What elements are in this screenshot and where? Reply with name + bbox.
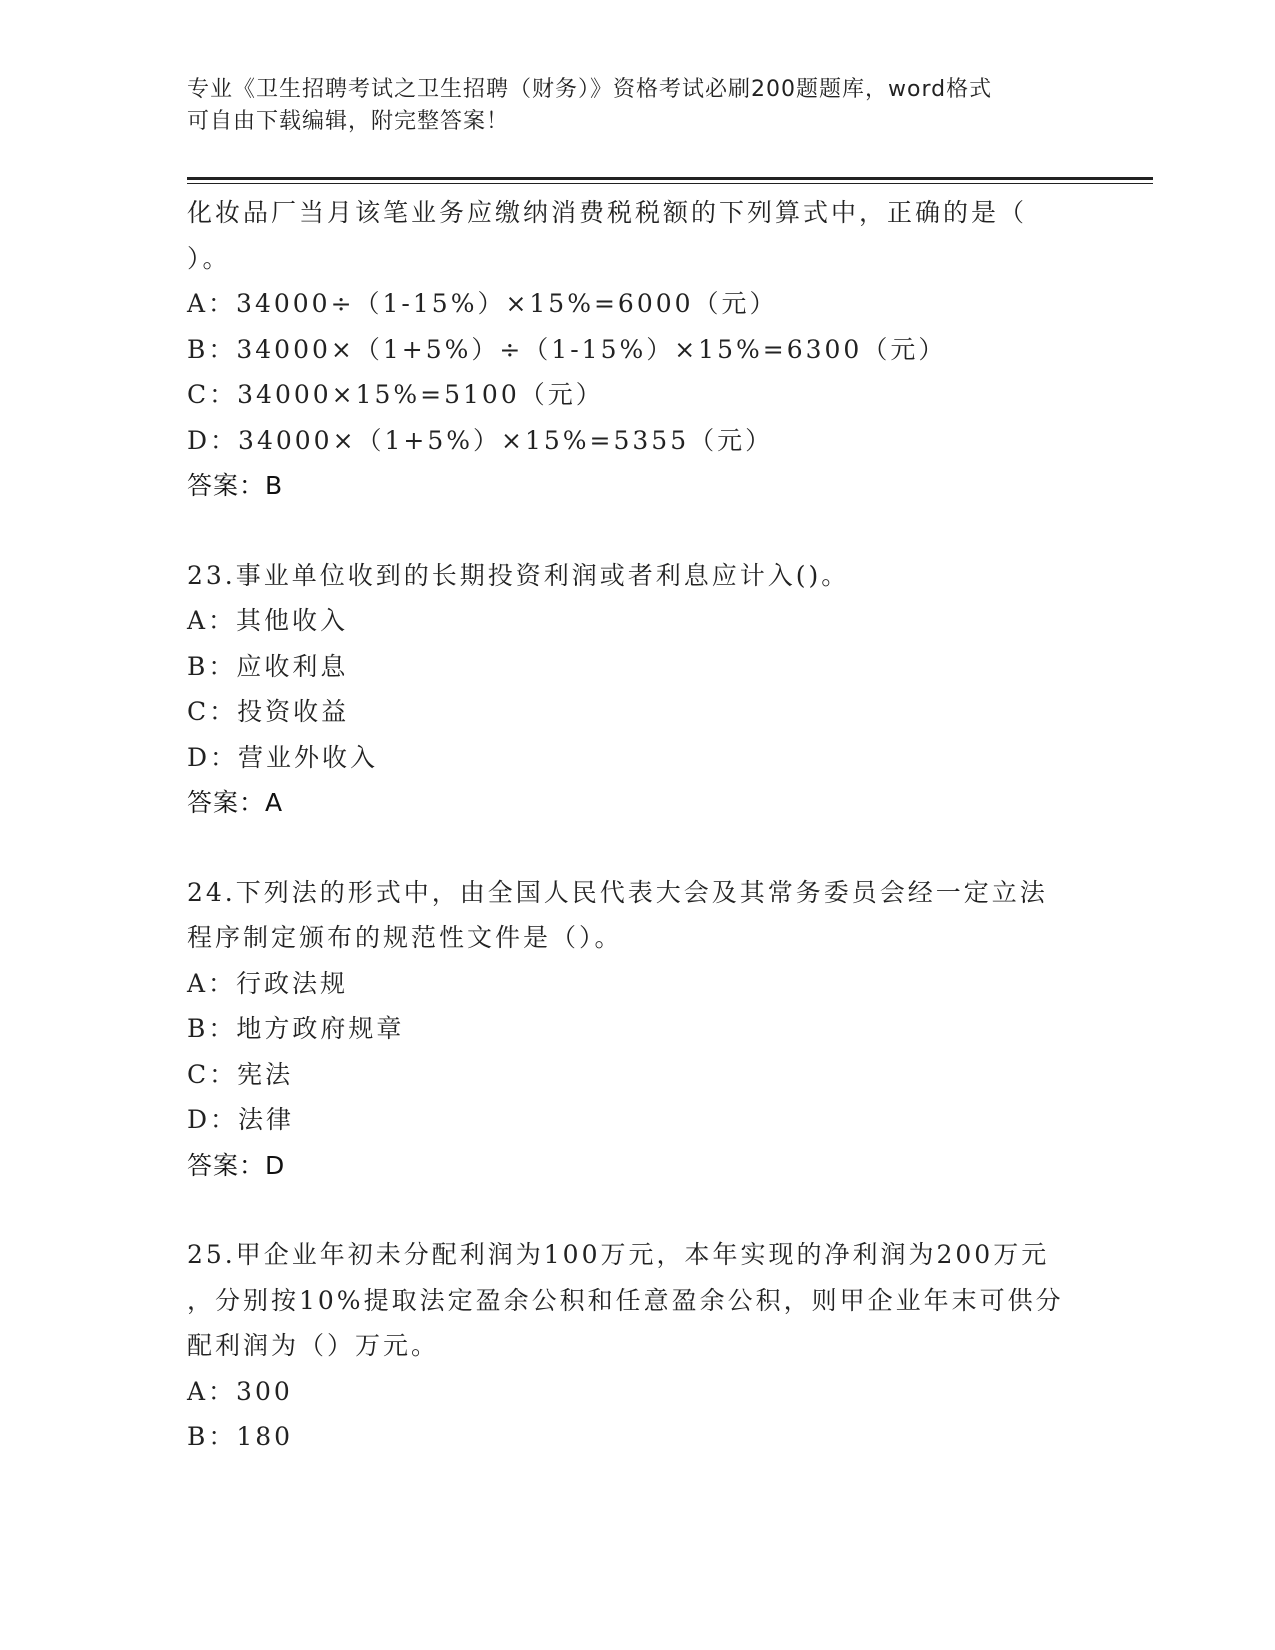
question-stem: 程序制定颁布的规范性文件是（）。	[187, 923, 623, 952]
document-header	[187, 74, 1067, 138]
option-b: B：34000×（1+5%）÷（1-15%）×15%=6300（元）	[187, 334, 947, 364]
option-b: B：地方政府规章	[187, 1014, 405, 1043]
spacer	[187, 509, 1087, 553]
header-divider-thick	[187, 177, 1153, 180]
option-d: D：法律	[187, 1105, 295, 1134]
answer-label: 答案：A	[187, 788, 284, 817]
question-stem: 化妆品厂当月该笔业务应缴纳消费税税额的下列算式中，正确的是（	[187, 198, 1028, 227]
spacer	[187, 826, 1087, 870]
header-divider-thin	[187, 183, 1153, 184]
header-title-line-1: 专业《卫生招聘考试之卫生招聘（财务）》资格考试必刷200题题库，word格式	[187, 77, 993, 102]
question-stem: 25.甲企业年初未分配利润为100万元，本年实现的净利润为200万元	[187, 1240, 1050, 1269]
question-25	[187, 1232, 1087, 1460]
option-b: B：应收利息	[187, 651, 349, 681]
question-stem: 23.事业单位收到的长期投资利润或者利息应计入()。	[187, 560, 850, 590]
question-22	[187, 190, 1087, 509]
option-c: C：投资收益	[187, 697, 350, 726]
option-a: A：其他收入	[187, 606, 349, 635]
question-list	[187, 190, 1087, 1460]
question-23	[187, 553, 1087, 826]
option-a: A：行政法规	[187, 968, 349, 998]
option-c: C：宪法	[187, 1059, 294, 1089]
answer-label: 答案：B	[187, 471, 284, 500]
option-b: B：180	[187, 1422, 294, 1451]
option-d: D：营业外收入	[187, 742, 379, 772]
question-stem: ，分别按10%提取法定盈余公积和任意盈余公积，则甲企业年末可供分	[187, 1285, 1064, 1315]
answer-label: 答案：D	[187, 1150, 286, 1180]
option-d: D：34000×（1+5%）×15%=5355（元）	[187, 425, 774, 455]
question-stem: 24.下列法的形式中，由全国人民代表大会及其常务委员会经一定立法	[187, 877, 1048, 907]
question-stem: ）。	[187, 243, 231, 273]
header-title-line-2: 可自由下载编辑，附完整答案！	[187, 109, 510, 134]
spacer	[187, 1188, 1087, 1232]
option-a: A：34000÷（1-15%）×15%=6000（元）	[187, 289, 778, 318]
question-stem: 配利润为（）万元。	[187, 1331, 440, 1360]
option-c: C：34000×15%=5100（元）	[187, 380, 604, 409]
option-a: A：300	[187, 1376, 293, 1406]
question-24	[187, 870, 1087, 1189]
